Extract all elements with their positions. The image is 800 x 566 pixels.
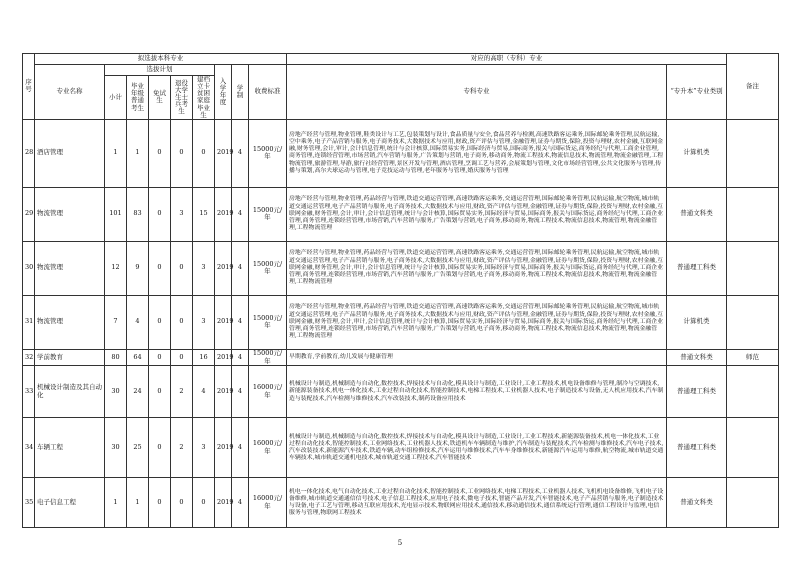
cell-major-name: 学前教育 [35,349,105,366]
cell-category: 普通文科类 [667,478,727,528]
cell-major-name: 酒店管理 [35,119,105,187]
header-major-name: 专业名称 [35,65,105,120]
cell-subtotal: 1 [105,478,127,528]
table-row [23,187,779,241]
cell-duration: 4 [232,187,249,241]
cell-seq: 31 [23,295,35,349]
cell-poverty: 16 [193,349,215,366]
cell-major-name: 车辆工程 [35,418,105,478]
header-plan-group: 选拔计划 [105,65,215,76]
cell-target-majors: 机械设计与制造,机械制造与自动化,数控技术,焊接技术与自动化,模具设计与制造,工业设计,工业工程技术,机电设备维修与管理,制冷与空调技术,新能源装备技术,机电一体化技术,工业过程自动化技术,智能控制技术,电梯工程技术,工业机器人技术,电子制造技术与设备,无人机应用技术,汽车制造与装配技术,汽车检测与维修技术,汽车改装技术,制药设备应用技术 [287,366,667,418]
header-exempt: 免试生 [149,76,171,120]
cell-exempt: 0 [149,418,171,478]
cell-year: 2019 [215,295,232,349]
cell-major-name: 机械设计制造及其自动化 [35,366,105,418]
cell-veteran: 0 [171,119,193,187]
cell-ordinary: 9 [127,241,149,295]
cell-target-majors: 机械设计与制造,机械制造与自动化,数控技术,焊接技术与自动化,模具设计与制造,工业设计,工业工程技术,新能源装备技术,机电一体化技术,工业过程自动化技术,智能控制技术,工业网络技术,工业机器人技术,铁道机车车辆制造与维护,汽车制造与装配技术,汽车检测与维修技术,汽车电子技术,汽车改装技术,新能源汽车技术,铁道车辆,动车组检修技术,汽车运用与维修技术,汽车车身维修技术,新能源汽车运用与维修,航空物流,城市轨道交通车辆技术,城市轨道交通机电技术,城市轨道交通工程技术,汽车智能技术 [287,418,667,478]
cell-ordinary: 64 [127,349,149,366]
header-duration: 学制 [232,65,249,120]
header-year: 入学年度 [215,65,232,120]
cell-target-majors: 房地产经营与管理,物业管理,药品经营与管理,铁道交通运营管理,高速铁路客运乘务,交通运营管理,国际邮轮乘务管理,民航运输,航空物流,城市轨道交通运营管理,电子产品营销与服务,电子商务技术,大数据技术与应用,财政,资产评估与管理,金融管理,证券与期货,保险,投资与理财,农村金融,互联网金融,财务管理,会计,审计,会计信息管理,统计与会计核算,国际贸易实务,国际经济与贸易,国际商务,报关与国际货运,商务经纪与代理,工商企业管理,商务管理,连锁经营管理,市场营销,汽车营销与服务,广告策划与营销,电子商务,移动商务,物流工程技术,物流信息技术,物流管理,物流金融管理,工程物流管理 [287,241,667,295]
cell-category: 普通理工科类 [667,241,727,295]
header-category: “专升本”专业类别 [667,65,727,120]
cell-subtotal: 7 [105,295,127,349]
cell-year: 2019 [215,119,232,187]
cell-fee: 15000元/年 [249,295,287,349]
cell-remark [727,295,779,349]
cell-fee: 15000元/年 [249,241,287,295]
header-subtotal: 小计 [105,76,127,120]
table-row [23,241,779,295]
cell-exempt: 0 [149,187,171,241]
page-number: 5 [397,539,403,547]
cell-fee: 15000元/年 [249,349,287,366]
cell-veteran: 0 [171,295,193,349]
table-row [23,366,779,418]
cell-ordinary: 25 [127,418,149,478]
cell-category: 计算机类 [667,119,727,187]
table-row [23,478,779,528]
header-remark: 备注 [727,54,779,120]
cell-ordinary: 1 [127,478,149,528]
cell-target-majors: 机电一体化技术,电气自动化技术,工业过程自动化技术,智能控制技术,工业网络技术,电梯工程技术,工业机器人技术,飞机机电设备维修,飞机电子设备维修,城市轨道交通通信信号技术,电子信息工程技术,应用电子技术,微电子技术,智能产品开发,汽车智能技术,电子产品营销与服务,电子制造技术与设备,电子工艺与管理,移动互联应用技术,光电显示技术,物联网应用技术,通信技术,移动通信技术,通信系统运行管理,通信工程设计与监理,电信服务与管理,物联网工程技术 [287,478,667,528]
cell-seq: 33 [23,366,35,418]
cell-major-name: 物流管理 [35,295,105,349]
cell-year: 2019 [215,418,232,478]
cell-remark [727,418,779,478]
cell-subtotal: 80 [105,349,127,366]
cell-ordinary: 24 [127,366,149,418]
cell-year: 2019 [215,349,232,366]
cell-category: 计算机类 [667,295,727,349]
cell-category: 普通理工科类 [667,366,727,418]
cell-year: 2019 [215,366,232,418]
cell-fee: 16000元/年 [249,366,287,418]
cell-duration: 4 [232,119,249,187]
table-row [23,295,779,349]
cell-category: 普通理工科类 [667,418,727,478]
cell-seq: 35 [23,478,35,528]
cell-fee: 15000元/年 [249,187,287,241]
cell-category: 普通文科类 [667,349,727,366]
cell-veteran: 2 [171,418,193,478]
cell-subtotal: 30 [105,366,127,418]
cell-major-name: 电子信息工程 [35,478,105,528]
cell-category: 普通文科类 [667,187,727,241]
cell-exempt: 0 [149,366,171,418]
header-seq: 序号 [23,54,35,120]
cell-exempt: 0 [149,295,171,349]
header-target-majors: 专科专业 [287,65,667,120]
cell-ordinary: 4 [127,295,149,349]
table-row [23,418,779,478]
cell-year: 2019 [215,241,232,295]
cell-poverty: 0 [193,478,215,528]
cell-poverty: 3 [193,295,215,349]
cell-subtotal: 12 [105,241,127,295]
cell-major-name: 物流管理 [35,187,105,241]
table-row [23,119,779,187]
header-fee: 收费标准 [249,65,287,120]
cell-year: 2019 [215,187,232,241]
cell-target-majors: 早期教育,学前教育,幼儿发展与健康管理 [287,349,667,366]
cell-exempt: 0 [149,349,171,366]
cell-ordinary: 1 [127,119,149,187]
header-ordinary: 毕业年级普通考生 [127,76,149,120]
cell-remark: 师范 [727,349,779,366]
table-row [23,349,779,366]
cell-exempt: 0 [149,241,171,295]
header-planned-group: 拟选拔本科专业 [35,54,287,65]
header-veteran: 退役大学生士兵考生 [171,76,193,120]
cell-subtotal: 1 [105,119,127,187]
cell-veteran: 3 [171,187,193,241]
cell-exempt: 0 [149,119,171,187]
cell-poverty: 4 [193,366,215,418]
cell-seq: 30 [23,241,35,295]
cell-remark [727,187,779,241]
header-poverty: 建档立卡贫困家庭毕业生 [193,76,215,120]
cell-remark [727,478,779,528]
cell-major-name: 物流管理 [35,241,105,295]
cell-poverty: 3 [193,241,215,295]
cell-exempt: 0 [149,478,171,528]
cell-subtotal: 30 [105,418,127,478]
cell-duration: 4 [232,478,249,528]
header-target-group: 对应的高职（专科）专业 [287,54,727,65]
cell-target-majors: 房地产经营与管理,物业管理,鞋类设计与工艺,包装策划与设计,食品质量与安全,食品营养与检测,高速铁路客运乘务,国际邮轮乘务管理,民航运输,空中乘务,电子产品营销与服务,电子商务技术,大数据技术与应用,财政,资产评估与管理,金融管理,证券与期货,保险,投资与理财,农村金融,互联网金融,财务管理,会计,审计,会计信息管理,统计与会计核算,国际贸易实务,国际经济与贸易,国际商务,报关与国际货运,商务经纪与代理,工商企业管理,商务管理,连锁经营管理,市场营销,汽车营销与服务,广告策划与营销,电子商务,移动商务,物流工程技术,物流信息技术,物流管理,物流金融管理,工程物流管理,旅游管理,导游,旅行社经营管理,景区开发与管理,酒店管理,烹调工艺与营养,会展策划与管理,文化市场经营管理,公共文化服务与管理,传播与策划,高尔夫球运动与管理,电子竞技运动与管理,老年服务与管理,婚庆服务与管理 [287,119,667,187]
cell-fee: 16000元/年 [249,478,287,528]
cell-duration: 4 [232,366,249,418]
cell-remark [727,241,779,295]
cell-target-majors: 房地产经营与管理,物业管理,药品经营与管理,铁道交通运营管理,高速铁路客运乘务,交通运营管理,国际邮轮乘务管理,民航运输,航空物流,城市轨道交通运营管理,电子产品营销与服务,电子商务技术,大数据技术与应用,财政,资产评估与管理,金融管理,证券与期货,保险,投资与理财,农村金融,互联网金融,财务管理,会计,审计,会计信息管理,统计与会计核算,国际贸易实务,国际经济与贸易,国际商务,报关与国际货运,商务经纪与代理,工商企业管理,商务管理,连锁经营管理,市场营销,汽车营销与服务,广告策划与营销,电子商务,移动商务,物流工程技术,物流信息技术,物流管理,物流金融管理,工程物流管理 [287,187,667,241]
cell-seq: 29 [23,187,35,241]
cell-duration: 4 [232,349,249,366]
cell-veteran: 0 [171,478,193,528]
cell-ordinary: 83 [127,187,149,241]
cell-poverty: 0 [193,119,215,187]
cell-year: 2019 [215,478,232,528]
cell-veteran: 0 [171,349,193,366]
cell-fee: 15000元/年 [249,119,287,187]
cell-target-majors: 房地产经营与管理,物业管理,药品经营与管理,铁道交通运营管理,高速铁路客运乘务,交通运营管理,国际邮轮乘务管理,民航运输,航空物流,城市轨道交通运营管理,电子产品营销与服务,电子商务技术,大数据技术与应用,财政,资产评估与管理,金融管理,证券与期货,保险,投资与理财,农村金融,互联网金融,财务管理,会计,审计,会计信息管理,统计与会计核算,国际贸易实务,国际经济与贸易,国际商务,报关与国际货运,商务经纪与代理,工商企业管理,商务管理,连锁经营管理,市场营销,汽车营销与服务,广告策划与营销,电子商务,移动商务,物流工程技术,物流信息技术,物流管理,物流金融管理,工程物流管理 [287,295,667,349]
cell-remark [727,119,779,187]
cell-poverty: 15 [193,187,215,241]
cell-duration: 4 [232,241,249,295]
cell-subtotal: 101 [105,187,127,241]
cell-seq: 28 [23,119,35,187]
cell-seq: 32 [23,349,35,366]
cell-remark [727,366,779,418]
cell-fee: 16000元/年 [249,418,287,478]
cell-seq: 34 [23,418,35,478]
cell-veteran: 2 [171,366,193,418]
cell-poverty: 3 [193,418,215,478]
cell-duration: 4 [232,295,249,349]
cell-veteran: 0 [171,241,193,295]
major-plan-table [22,53,779,528]
cell-duration: 4 [232,418,249,478]
